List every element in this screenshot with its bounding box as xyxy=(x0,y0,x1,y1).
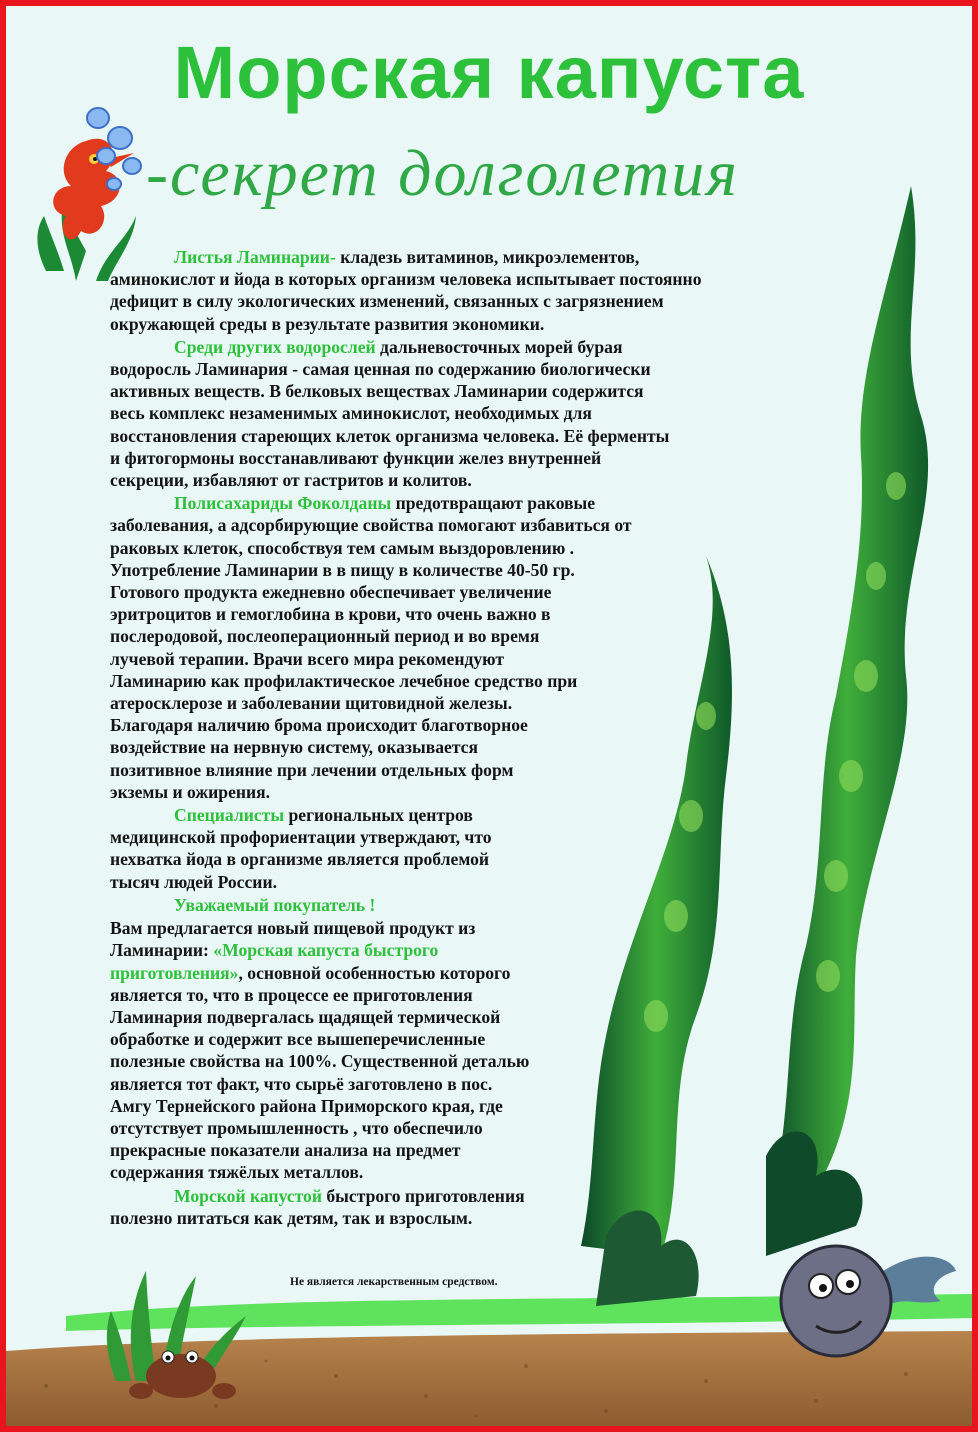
text-line: послеродовой, послеоперационный период и во время xyxy=(110,626,540,647)
paragraph-3-highlight: Полисахариды Фоколданы xyxy=(174,493,392,514)
text-line: и фитогормоны восстанавливают функции желез внутренней xyxy=(110,447,602,468)
text-line: отсутствует промышленность , что обеспечило xyxy=(110,1117,483,1138)
closing-highlight: Морской капустой xyxy=(174,1185,322,1206)
text-line: быстрого приготовления xyxy=(321,1185,525,1206)
text-line: атеросклерозе и заболевании щитовидной железы. xyxy=(110,693,513,714)
text-line: Ламинария подвергалась щадящей термической xyxy=(110,1006,501,1027)
paragraph-1 xyxy=(110,246,800,335)
paragraph-3 xyxy=(110,492,800,803)
product-name: «Морская капуста быстрого xyxy=(213,940,439,961)
text-line: является тот факт, что сырьё заготовлено в пос. xyxy=(110,1073,493,1094)
text-line: , основной особенностью которого xyxy=(238,962,511,983)
offer-paragraph xyxy=(110,917,800,1183)
text-line: полезно питаться как детям, так и взрослым. xyxy=(110,1207,473,1228)
text-line: Благодаря наличию брома происходит благотворное xyxy=(110,715,528,736)
text-line: содержания тяжёлых металлов. xyxy=(110,1162,364,1183)
text-line: Употребление Ламинарии в в пищу в количестве 40-50 гр. xyxy=(110,559,575,580)
text-line: восстановления стареющих клеток организма человека. Её ферменты xyxy=(110,425,670,446)
text-line: региональных центров xyxy=(284,805,473,826)
text-line: Вам предлагается новый пищевой продукт из xyxy=(110,918,476,939)
bubbles-illustration xyxy=(84,104,154,204)
text-line: прекрасные показатели анализа на предмет xyxy=(110,1140,461,1161)
text-line: раковых клеток, способствуя тем самым выздоровлению . xyxy=(110,537,575,558)
text-line: лучевой терапии. Врачи всего мира рекомендуют xyxy=(110,648,505,669)
text-line: тысяч людей России. xyxy=(110,871,277,892)
disclaimer: Не является лекарственным средством. xyxy=(290,1276,498,1288)
product-name-cont: приготовления» xyxy=(110,962,239,983)
text-line: медицинской профориентации утверждают, что xyxy=(110,827,492,848)
text-line: является то, что в процессе ее приготовления xyxy=(110,984,473,1005)
text-line: Амгу Тернейского района Приморского края, где xyxy=(110,1095,503,1116)
crab-illustration xyxy=(96,1261,266,1411)
text-line: водоросль Ламинария - самая ценная по содержанию биологически xyxy=(110,359,651,380)
paragraph-4-highlight: Специалисты xyxy=(174,805,285,826)
text-line: активных веществ. В белковых веществах Ламинарии содержится xyxy=(110,381,644,402)
text-line: предотвращают раковые xyxy=(391,493,596,514)
paragraph-4 xyxy=(110,804,800,893)
text-line: позитивное влияние при лечении отдельных форм xyxy=(110,759,514,780)
text-line: аминокислот и йода в которых организм человека испытывает постоянно xyxy=(110,269,702,290)
text-line: заболевания, а адсорбирующие свойства помогают избавиться от xyxy=(110,515,632,536)
closing-paragraph xyxy=(110,1185,800,1229)
greeting xyxy=(110,894,800,916)
text-line: дальневосточных морей бурая xyxy=(375,336,623,357)
text-line: Готового продукта ежедневно обеспечивает увеличение xyxy=(110,582,552,603)
paragraph-2-highlight: Среди других водорослей xyxy=(174,336,376,357)
text-line: воздействие на нервную систему, оказывается xyxy=(110,737,478,758)
article-body xyxy=(110,246,800,1230)
paragraph-1-highlight: Листья Ламинарии- xyxy=(174,247,336,267)
fish-illustration xyxy=(766,1216,966,1376)
text-line: кладезь витаминов, микроэлементов, xyxy=(335,247,640,267)
text-line: нехватка йода в организме является проблемой xyxy=(110,849,490,870)
text-line: окружающей среды в результате развития экономики. xyxy=(110,313,545,334)
text-line: Ламинарии: xyxy=(110,940,214,961)
paragraph-2 xyxy=(110,336,800,491)
text-line: полезные свойства на 100%. Существенной деталью xyxy=(110,1051,530,1072)
text-line: эритроцитов и гемоглобина в крови, что очень важно в xyxy=(110,604,551,625)
text-line: весь комплекс незаменимых аминокислот, необходимых для xyxy=(110,403,592,424)
text-line: Ламинарию как профилактическое лечебное средство при xyxy=(110,670,578,691)
text-line: секреции, избавляют от гастритов и колитов. xyxy=(110,470,472,491)
poster-subtitle: -секрет долголетия xyxy=(146,137,739,210)
text-line: экземы и ожирения. xyxy=(110,781,271,802)
poster-title: Морская капуста xyxy=(173,31,805,114)
greeting-text: Уважаемый покупатель ! xyxy=(174,894,376,915)
text-line: обработке и содержит все вышеперечисленные xyxy=(110,1029,486,1050)
text-line: дефицит в силу экологических изменений, связанных с загрязнением xyxy=(110,291,664,312)
